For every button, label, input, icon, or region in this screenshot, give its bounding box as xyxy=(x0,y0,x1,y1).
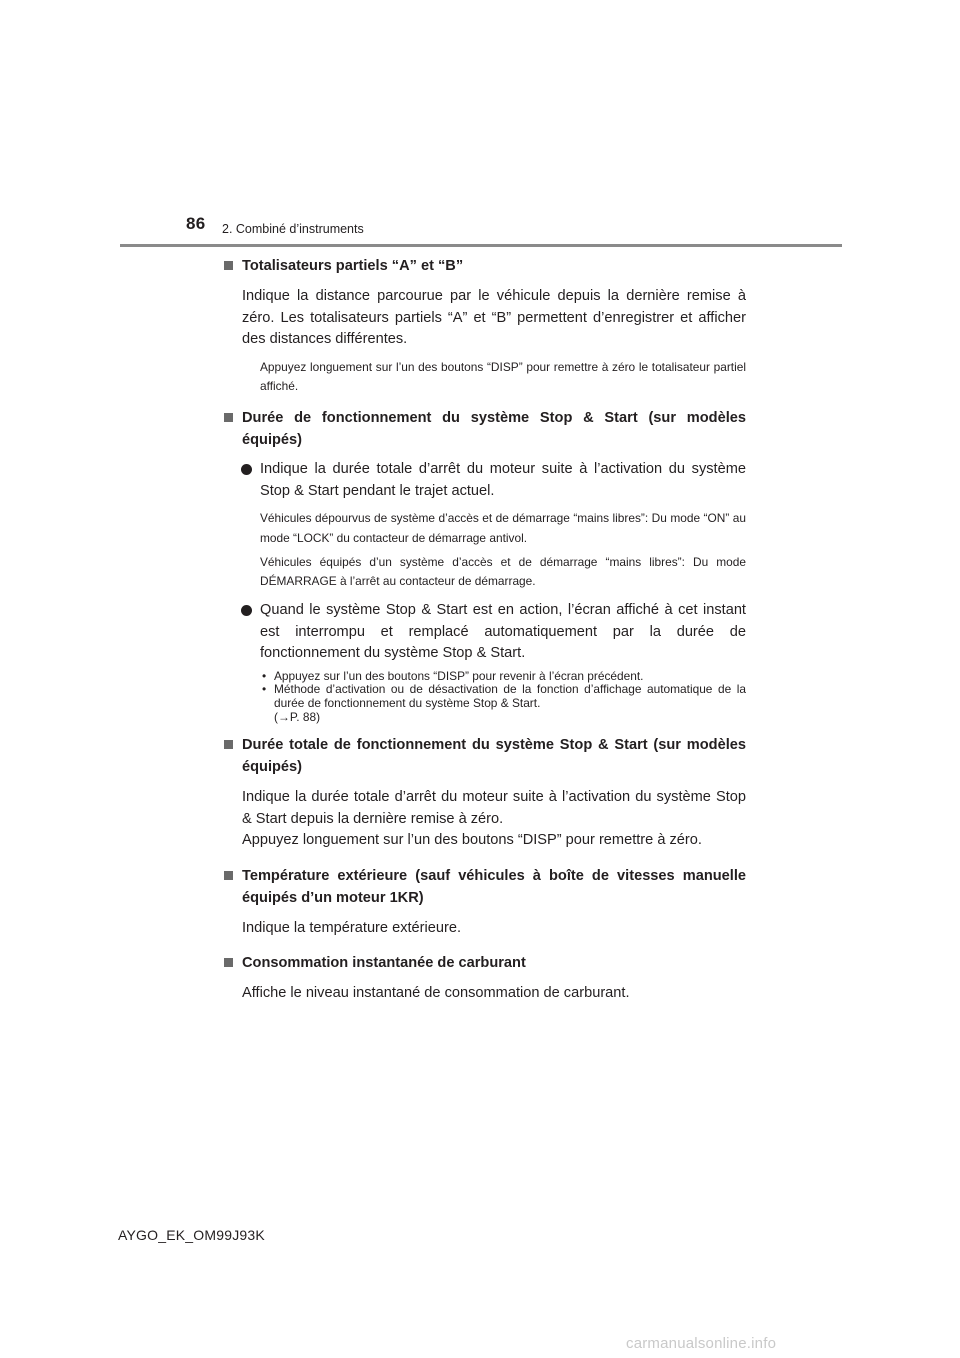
section-heading-consumption xyxy=(222,952,746,974)
document-code: AYGO_EK_OM99J93K xyxy=(118,1227,265,1243)
heading-text: Température extérieure (sauf véhicules à boîte de vitesses manuelle équipés d’un moteur 1KR) xyxy=(242,867,746,906)
section-heading-stop-start xyxy=(222,407,746,451)
sub-note-item xyxy=(260,670,746,684)
section-heading-temperature xyxy=(222,865,746,909)
heading-text: Durée totale de fonctionnement du système Stop & Start (sur modèles équipés) xyxy=(242,737,746,776)
bullet-text: Quand le système Stop & Start est en action, l’écran affiché à cet instant est interrompu et remplacé automatiquement par la durée de fonctionnement du système Stop & Start. xyxy=(260,602,746,662)
square-bullet-icon xyxy=(224,958,233,967)
page-number: 86 xyxy=(186,214,206,233)
header-divider xyxy=(120,244,842,247)
heading-text: Durée de fonctionnement du système Stop & Start (sur modèles équipés) xyxy=(242,410,746,449)
paragraph: Appuyez longuement sur l’un des boutons “DISP” pour remettre à zéro. xyxy=(242,832,702,849)
round-bullet-icon xyxy=(241,464,252,475)
heading-text: Consommation instantanée de carburant xyxy=(242,955,526,972)
sub-note-item: • Méthode d’activation ou de désactivation de la fonction d’affichage automatique de la durée de fonctionnement du système Stop & Start. (→P. 88) xyxy=(262,682,746,724)
square-bullet-icon xyxy=(224,261,233,270)
paragraph: Indique la température extérieure. xyxy=(242,919,462,936)
square-bullet-icon xyxy=(224,740,233,749)
bullet-text: Indique la durée totale d’arrêt du moteur suite à l’activation du système Stop & Start pendant le trajet actuel. xyxy=(260,461,746,499)
square-bullet-icon xyxy=(224,871,233,880)
sub-note-list xyxy=(222,670,746,724)
arrow-right-icon: → xyxy=(277,709,290,724)
bullet-item xyxy=(222,600,746,665)
section-heading-total-stop-start xyxy=(222,734,746,778)
chapter-title: 2. Combiné d’instruments xyxy=(222,222,364,236)
round-bullet-icon xyxy=(241,605,252,616)
page-reference-link[interactable]: P. 88 xyxy=(289,709,317,724)
paragraph: Indique la distance parcourue par le véhicule depuis la dernière remise à zéro. Les totalisateurs partiels “A” et “B” permettent d’enregistrer et afficher des distances différentes. xyxy=(242,288,746,347)
bullet-item xyxy=(222,459,746,502)
sub-note-text: Appuyez sur l’un des boutons “DISP” pour revenir à l’écran précédent. xyxy=(274,668,644,683)
watermark: carmanualsonline.info xyxy=(626,1335,777,1352)
paragraph: Affiche le niveau instantané de consommation de carburant. xyxy=(242,985,630,1002)
square-bullet-icon xyxy=(224,413,233,422)
note: Appuyez longuement sur l’un des boutons “DISP” pour remettre à zéro le totalisateur partiel affiché. xyxy=(260,359,746,394)
page-content xyxy=(222,255,746,1005)
dot-mark: • xyxy=(262,682,267,697)
dot-mark: • xyxy=(262,668,267,683)
section-heading-trip xyxy=(222,255,746,277)
note: Véhicules dépourvus de système d’accès et de démarrage “mains libres”: Du mode “ON” au mode “LOCK” du contacteur de démarrage antivol. xyxy=(260,511,746,545)
note: Véhicules équipés d’un système d’accès et de démarrage “mains libres”: Du mode DÉMARRAGE à l’arrêt au contacteur de démarrage. xyxy=(260,554,746,589)
heading-text: Totalisateurs partiels “A” et “B” xyxy=(242,258,464,274)
sub-note-text: Méthode d’activation ou de désactivation de la fonction d’affichage automatique de la durée de fonctionnement du système Stop & Start. xyxy=(274,682,746,710)
paragraph: Indique la durée totale d’arrêt du moteur suite à l’activation du système Stop & Start depuis la dernière remise à zéro. xyxy=(242,789,746,827)
